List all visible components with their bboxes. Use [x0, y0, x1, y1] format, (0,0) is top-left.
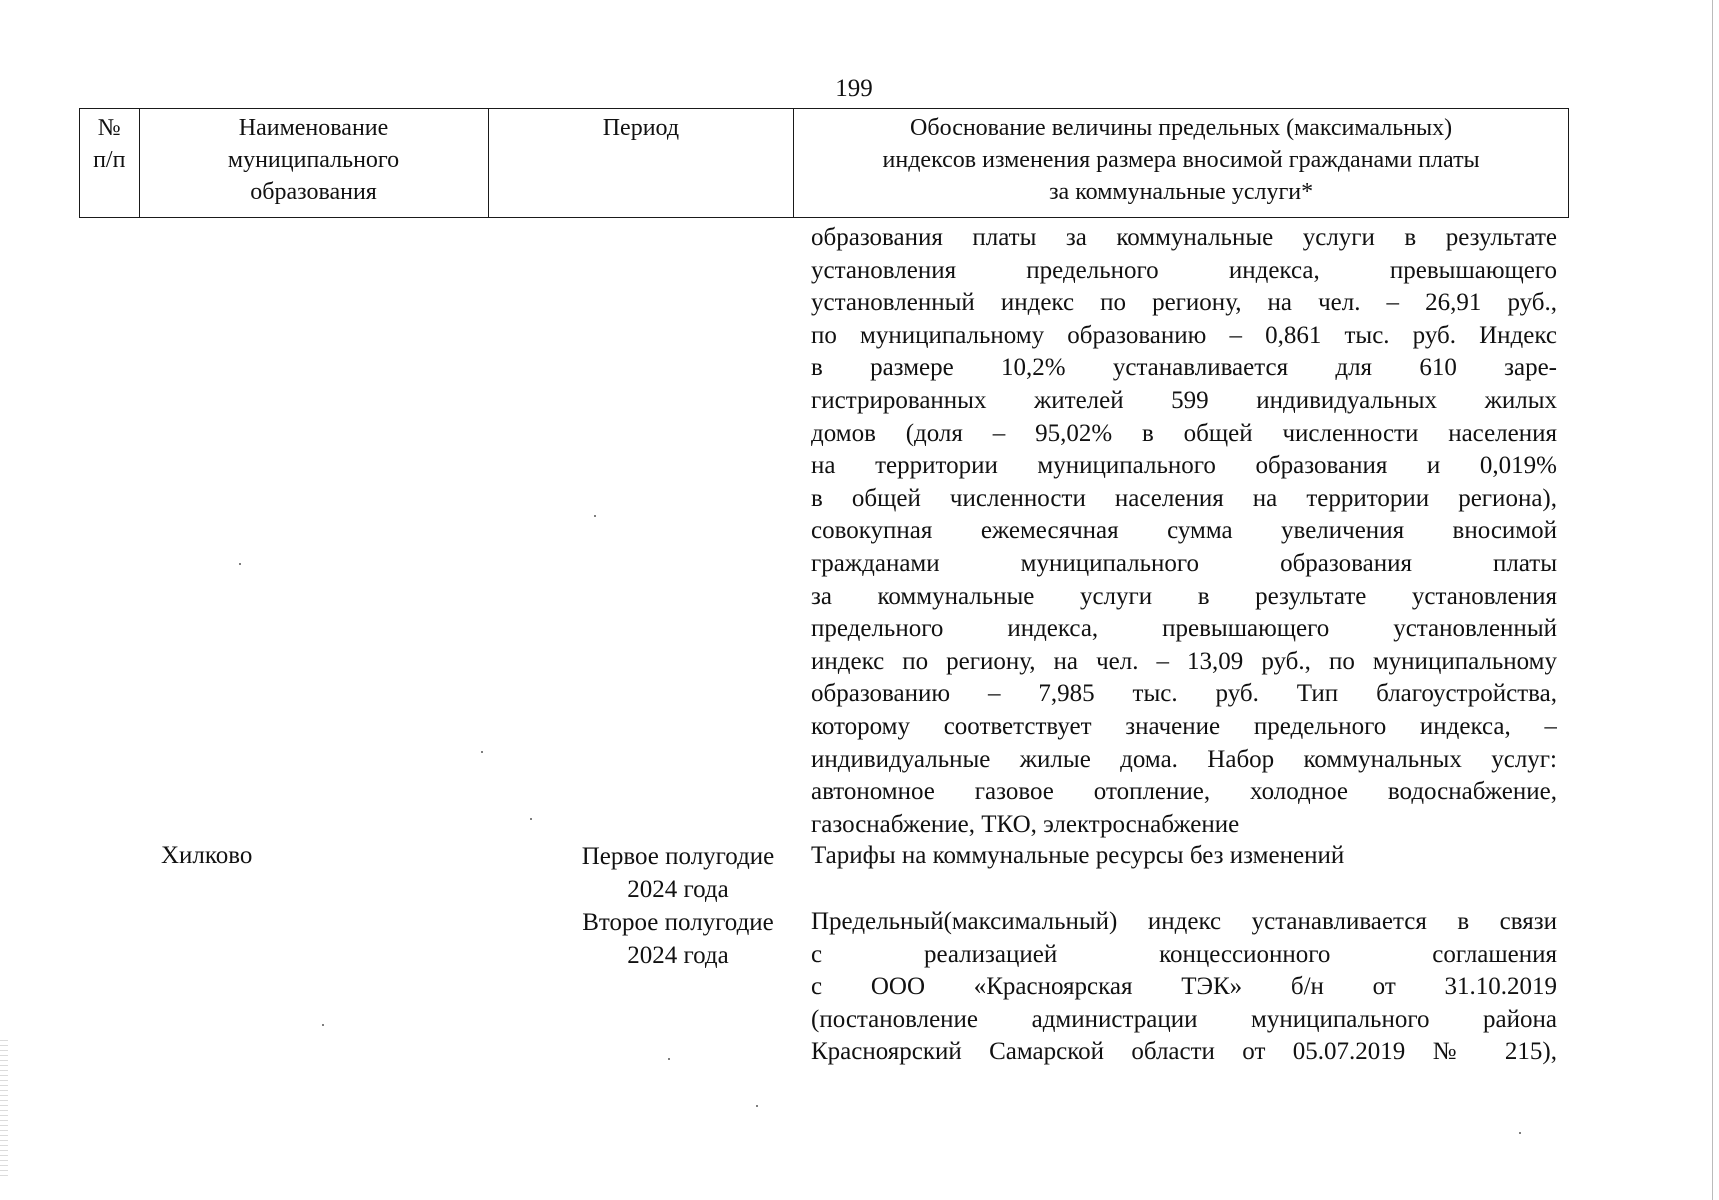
text-line: в размере 10,2% устанавливается для 610 заре- — [811, 354, 1557, 382]
page-number: 199 — [835, 75, 873, 102]
scan-edge-noise — [0, 1040, 8, 1180]
header-name-line-1: Наименование — [238, 115, 389, 141]
text-line: установления предельного индекса, превышающего — [811, 256, 1557, 284]
header-cell-basis — [794, 109, 1569, 218]
header-name-line-3: образования — [250, 179, 377, 205]
scan-speck — [322, 1024, 324, 1026]
scan-speck — [756, 1105, 758, 1107]
text-line: установленный индекс по региону, на чел. – 26,91 руб., — [811, 289, 1557, 317]
period-first-line-2: 2024 года — [627, 876, 729, 903]
scan-speck — [481, 751, 483, 753]
text-line: за коммунальные услуги в результате установления — [811, 582, 1557, 610]
scan-speck — [668, 1058, 670, 1060]
scan-edge-line — [1712, 0, 1713, 1200]
header-period-label: Период — [602, 115, 680, 141]
header-cell-period — [488, 109, 794, 218]
header-basis-line-2: индексов изменения размера вносимой гражданами платы — [882, 147, 1480, 173]
period-second-line-1: Второе полугодие — [582, 909, 774, 936]
text-line: совокупная ежемесячная сумма увеличения вносимой — [811, 517, 1557, 545]
continuation-text — [811, 222, 1557, 841]
municipality-name: Хилково — [161, 842, 253, 869]
text-line: (постановление администрации муниципального района — [811, 1005, 1557, 1033]
scan-speck — [1519, 1132, 1521, 1134]
text-line: в общей численности населения на территории региона), — [811, 484, 1557, 512]
text-line: с реализацией концессионного соглашения — [811, 940, 1557, 968]
period-second-basis — [811, 906, 1557, 1069]
header-cell-name — [139, 109, 488, 218]
text-line: гистрированных жителей 599 индивидуальных жилых — [811, 386, 1557, 414]
text-line: Предельный(максимальный) индекс устанавливается в связи — [811, 908, 1557, 935]
header-basis-line-3: за коммунальные услуги* — [1049, 179, 1314, 205]
text-line: по муниципальному образованию – 0,861 тыс. руб. Индекс — [811, 321, 1557, 349]
header-cell-number — [80, 109, 140, 218]
scan-speck — [594, 515, 596, 517]
text-line: предельного индекса, превышающего установленный — [811, 615, 1557, 643]
period-first-line-1: Первое полугодие — [581, 843, 775, 870]
text-line: которому соответствует значение предельного индекса, – — [811, 712, 1557, 740]
header-number-line-2: п/п — [93, 147, 126, 173]
text-line: на территории муниципального образования и 0,019% — [811, 452, 1557, 480]
scan-speck — [530, 818, 532, 820]
period-first-half — [520, 840, 836, 906]
text-line: индивидуальные жилые дома. Набор коммунальных услуг: — [811, 745, 1557, 773]
period-first-basis: Тарифы на коммунальные ресурсы без изменений — [811, 842, 1345, 869]
text-line: газоснабжение, ТКО, электроснабжение — [811, 810, 1240, 838]
text-line: образованию – 7,985 тыс. руб. Тип благоустройства, — [811, 680, 1557, 708]
scan-speck — [239, 563, 241, 565]
text-line: гражданами муниципального образования платы — [811, 549, 1557, 577]
text-line: с ООО «Красноярская ТЭК» б/н от 31.10.2019 — [811, 973, 1557, 1001]
text-line: индекс по региону, на чел. – 13,09 руб., по муниципальному — [811, 647, 1557, 675]
period-second-line-2: 2024 года — [627, 942, 729, 969]
text-line: автономное газовое отопление, холодное водоснабжение, — [811, 778, 1557, 806]
text-line: образования платы за коммунальные услуги в результате — [811, 224, 1557, 251]
table-header — [79, 108, 1569, 218]
header-number-line-1: № — [97, 115, 121, 141]
header-name-line-2: муниципального — [227, 147, 400, 173]
text-line: домов (доля – 95,02% в общей численности населения — [811, 419, 1557, 447]
header-basis-line-1: Обоснование величины предельных (максимальных) — [910, 115, 1453, 141]
text-line: Красноярский Самарской области от 05.07.2019 № 215), — [811, 1038, 1557, 1066]
period-second-half — [520, 906, 836, 972]
